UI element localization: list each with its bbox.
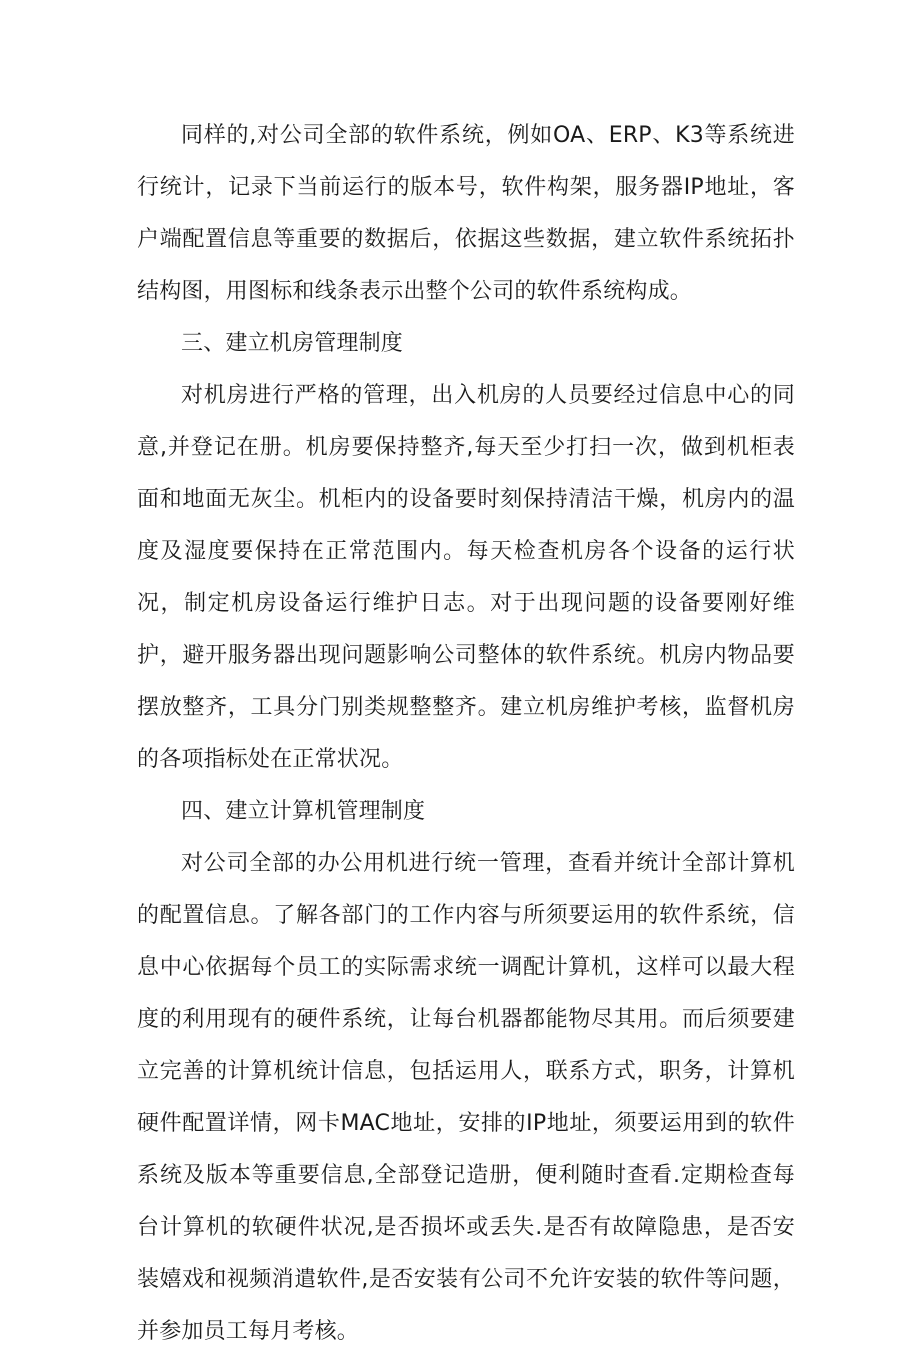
section-heading-server-room: 三、建立机房管理制度	[181, 331, 404, 356]
paragraph-computer-management: 对公司全部的办公用机进行统一管理，查看并统计全部计算机的配置信息。了解各部门的工作内容与所须要运用的软件系统，信息中心依据每个员工的实际需求统一调配计算机，这样可以最大程度的利用现有的硬件系统，让每台机器都能物尽其用。而后须要建立完善的计算机统计信息，包括运用人，联系方式，职务，计算机硬件配置详情，网卡MAC地址，安排的IP地址，须要运用到的软件系统及版本等重要信息,全部登记造册，便利随时查看.定期检查每台计算机的软硬件状况,是否损坏或丢失.是否有故障隐患，是否安装嬉戏和视频消遣软件,是否安装有公司不允许安装的软件等问题，并参加员工每月考核。	[137, 851, 795, 1344]
paragraph-server-room-management: 对机房进行严格的管理，出入机房的人员要经过信息中心的同意,并登记在册。机房要保持整齐,每天至少打扫一次，做到机柜表面和地面无灰尘。机柜内的设备要时刻保持清洁干燥，机房内的温度及湿度要保持在正常范围内。每天检查机房各个设备的运行状况，制定机房设备运行维护日志。对于出现问题的设备要刚好维护，避开服务器出现问题影响公司整体的软件系统。机房内物品要摆放整齐，工具分门别类规整整齐。建立机房维护考核，监督机房的各项指标处在正常状况。	[137, 383, 795, 772]
document-body	[137, 110, 795, 1358]
paragraph-software-systems: 同样的,对公司全部的软件系统，例如OA、ERP、K3等系统进行统计，记录下当前运行的版本号，软件构架，服务器IP地址，客户端配置信息等重要的数据后，依据这些数据，建立软件系统拓扑结构图，用图标和线条表示出整个公司的软件系统构成。	[137, 123, 795, 304]
section-heading-computer-management: 四、建立计算机管理制度	[181, 799, 426, 824]
